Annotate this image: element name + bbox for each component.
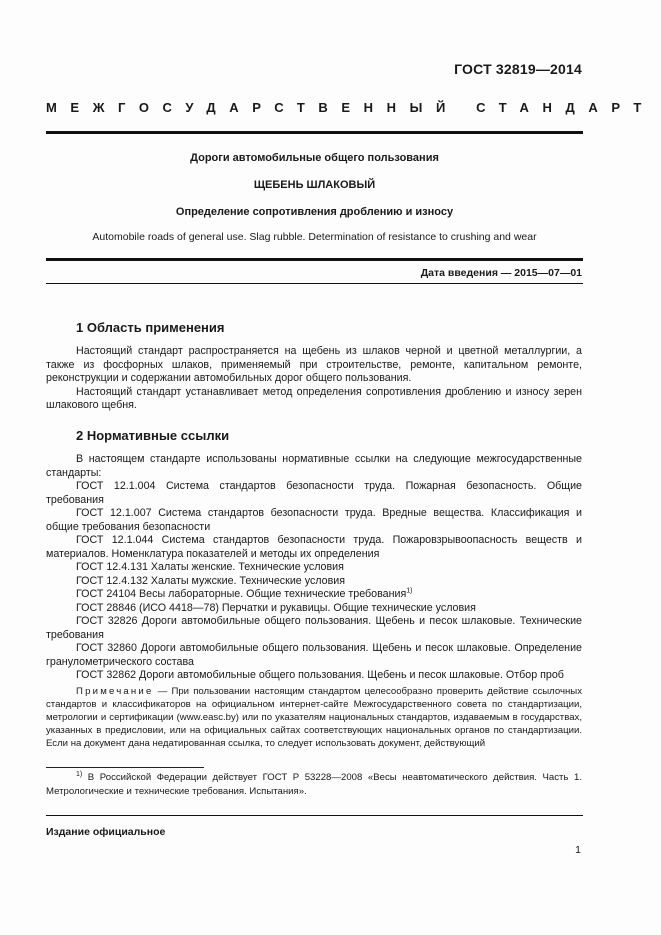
reference-item-text: ГОСТ 24104 Весы лабораторные. Общие технические требования: [76, 588, 407, 600]
footnote-text: В Российской Федерации действует ГОСТ Р 53228—2008 «Весы неавтоматического действия. Часть 1. Метрологические и технические требования. Испытания».: [46, 772, 582, 797]
title-english: Automobile roads of general use. Slag rubble. Determination of resistance to crushing and wear: [92, 231, 537, 243]
reference-item: ГОСТ 28846 (ИСО 4418—78) Перчатки и рукавицы. Общие технические условия: [76, 601, 476, 614]
section-1-heading: 1 Область применения: [76, 320, 225, 335]
normative-references-list: [46, 453, 582, 683]
references-intro: В настоящем стандарте использованы нормативные ссылки на следующие межгосударственные стандарты:: [46, 453, 582, 479]
section-1-paragraph: Настоящий стандарт устанавливает метод определения сопротивления дроблению и износу зерен шлакового щебня.: [46, 385, 582, 411]
reference-item: ГОСТ 12.1.044 Система стандартов безопасности труда. Пожаровзрывоопасность веществ и материалов. Номенклатура показателей и методы их определения: [46, 534, 582, 560]
footnote-marker: 1): [406, 587, 413, 595]
note-text: — При пользовании настоящим стандартом целесообразно проверить действие ссылочных стандартов и классификаторов на официальном интернет-сайте Межгосударственного совета по стандартизации, метрологии и сертификации (www.easc.by) или по указателям национальных стандартов, издаваемым в государствах, указанных в предисловии, или на официальных сайтах соответствующих национальных органов по стандартизации. Если на документ дана недатированная ссылка, то следует использовать документ, действующий: [46, 686, 582, 749]
official-edition-label: Издание официальное: [46, 826, 166, 838]
page-number: 1: [575, 844, 581, 856]
reference-item: ГОСТ 32860 Дороги автомобильные общего пользования. Щебень и песок шлаковые. Определение гранулометрического состава: [46, 642, 582, 668]
section-1-body: [46, 345, 582, 413]
footnote-marker: 1): [76, 770, 83, 778]
gost-number: ГОСТ 32819—2014: [454, 61, 582, 77]
top-rule: [46, 131, 583, 134]
introduction-date: Дата введения — 2015—07—01: [420, 267, 582, 279]
section-1-paragraph: Настоящий стандарт распространяется на щебень из шлаков черной и цветной металлургии, а также из фосфорных шлаков, применяемый при строительстве, ремонте, капитальном ремонте, реконструкции и содержании автомобильных дорог общего пользования.: [46, 345, 582, 384]
reference-item: ГОСТ 12.4.131 Халаты женские. Технические условия: [76, 561, 344, 573]
footnote-separator: [46, 767, 204, 768]
title-line-2: ЩЕБЕНЬ ШЛАКОВЫЙ: [253, 179, 376, 191]
note-label: Примечание: [76, 686, 154, 697]
note-paragraph: [46, 686, 582, 751]
interstate-standard-label: МЕЖГОСУДАРСТВЕННЫЙ СТАНДАРТ: [46, 100, 655, 115]
title-line-3: Определение сопротивления дроблению и износу: [175, 206, 454, 218]
title-bottom-rule: [46, 258, 583, 261]
reference-item: ГОСТ 12.4.132 Халаты мужские. Технические условия: [76, 574, 346, 587]
reference-item: ГОСТ 12.1.004 Система стандартов безопасности труда. Пожарная безопасность. Общие требования: [46, 480, 582, 506]
reference-item: ГОСТ 32862 Дороги автомобильные общего пользования. Щебень и песок шлаковые. Отбор проб: [76, 669, 564, 681]
section-2-heading: 2 Нормативные ссылки: [76, 428, 230, 443]
title-line-1: Дороги автомобильные общего пользования: [190, 152, 439, 164]
reference-item: [46, 588, 582, 602]
reference-item: ГОСТ 32826 Дороги автомобильные общего пользования. Щебень и песок шлаковые. Технические требования: [46, 615, 582, 641]
date-rule: [46, 283, 583, 284]
reference-item: ГОСТ 12.1.007 Система стандартов безопасности труда. Вредные вещества. Классификация и общие требования безопасности: [46, 507, 582, 533]
footnote: [46, 771, 582, 798]
footer-rule: [46, 815, 583, 816]
